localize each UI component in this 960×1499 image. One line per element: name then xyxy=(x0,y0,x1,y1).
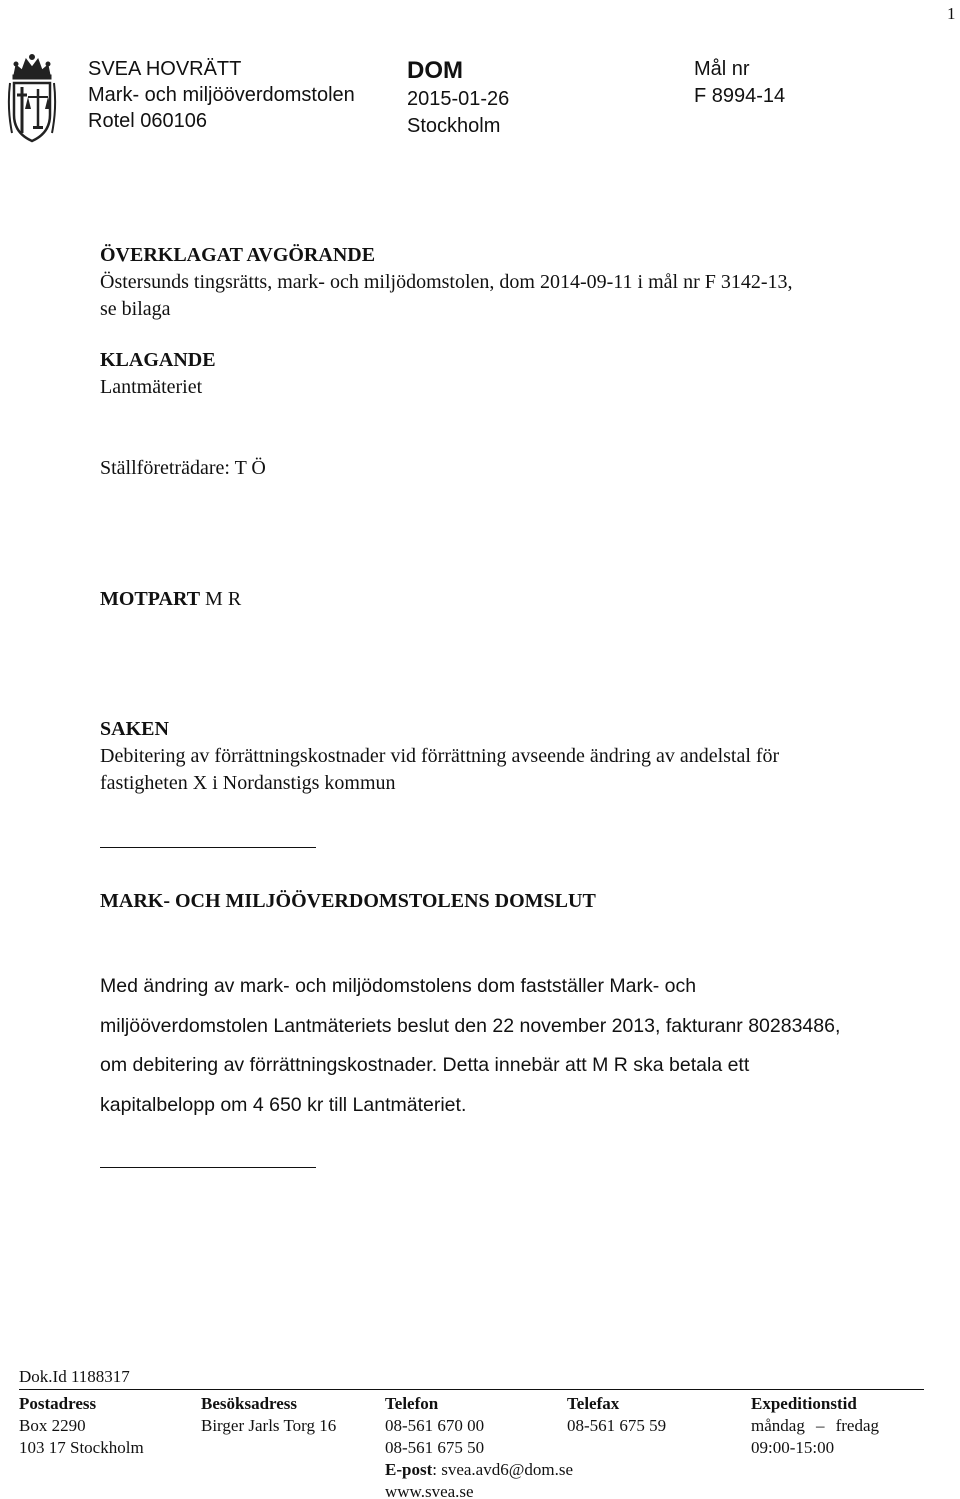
court-info xyxy=(88,56,355,134)
counterparty-heading: MOTPART xyxy=(100,588,201,610)
footer-visiting xyxy=(201,1393,336,1437)
case-info xyxy=(694,56,785,110)
verdict-line-2: miljööverdomstolen Lantmäteriets beslut den 22 november 2013, fakturanr 80283486, xyxy=(100,1014,841,1037)
matter-heading: SAKEN xyxy=(100,718,169,740)
phone-heading: Telefon xyxy=(385,1394,439,1413)
appellant-representative: Ställföreträdare: T Ö xyxy=(100,457,266,479)
rotel: Rotel 060106 xyxy=(88,110,207,132)
hours-day-from: måndag xyxy=(751,1416,805,1435)
footer-hours xyxy=(751,1393,879,1459)
appealed-heading: ÖVERKLAGAT AVGÖRANDE xyxy=(100,244,376,266)
verdict-heading: MARK- OCH MILJÖÖVERDOMSTOLENS DOMSLUT xyxy=(100,890,596,912)
verdict-line-1: Med ändring av mark- och miljödomstolens dom fastställer Mark- och xyxy=(100,975,697,997)
email-label: E-post xyxy=(385,1460,433,1479)
appellant-section xyxy=(100,347,216,401)
matter-line-2: fastigheten X i Nordanstigs kommun xyxy=(100,772,396,794)
document-id: Dok.Id 1188317 xyxy=(19,1367,130,1386)
website: www.svea.se xyxy=(385,1482,474,1499)
appealed-line-1: Östersunds tingsrätts, mark- och miljödomstolen, dom 2014-09-11 i mål nr F 3142-13, xyxy=(100,271,793,293)
verdict-divider xyxy=(100,1167,316,1168)
postal-line-1: Box 2290 xyxy=(19,1416,86,1435)
hours-time: 09:00-15:00 xyxy=(751,1438,835,1457)
document-city: Stockholm xyxy=(407,115,501,137)
swedish-coat-of-arms-icon xyxy=(4,53,60,145)
document-type: DOM xyxy=(407,57,463,84)
document-date: 2015-01-26 xyxy=(407,88,510,110)
section-divider xyxy=(100,847,316,848)
fax-heading: Telefax xyxy=(567,1394,620,1413)
verdict-line-4: kapitalbelopp om 4 650 kr till Lantmäteriet. xyxy=(100,1093,467,1116)
court-name: SVEA HOVRÄTT xyxy=(88,58,242,80)
case-label: Mål nr xyxy=(694,58,750,80)
hours-heading: Expeditionstid xyxy=(751,1394,857,1413)
appealed-line-2: se bilaga xyxy=(100,298,171,320)
footer-rule xyxy=(19,1389,924,1390)
appellant-name: Lantmäteriet xyxy=(100,376,203,398)
visiting-heading: Besöksadress xyxy=(201,1394,298,1413)
verdict-line-3: om debitering av förrättningskostnader. Detta innebär att M R ska betala ett xyxy=(100,1054,750,1076)
counterparty-name: M R xyxy=(205,588,242,610)
appellant-heading: KLAGANDE xyxy=(100,349,216,371)
page-number: 1 xyxy=(947,4,956,23)
footer-phone xyxy=(385,1393,573,1499)
matter-line-1: Debitering av förrättningskostnader vid förrättning avseende ändring av andelstal för xyxy=(100,745,780,767)
fax-line-1: 08-561 675 59 xyxy=(567,1416,667,1435)
hours-dash: – xyxy=(815,1416,825,1435)
document-meta xyxy=(407,56,509,140)
postal-heading: Postadress xyxy=(19,1394,97,1413)
appealed-section xyxy=(100,242,793,323)
matter-section xyxy=(100,716,779,797)
hours-day-to: fredag xyxy=(835,1416,879,1435)
footer-postal xyxy=(19,1393,144,1459)
counterparty-section xyxy=(100,585,241,613)
email-value: : svea.avd6@dom.se xyxy=(432,1460,573,1479)
verdict-text xyxy=(100,967,930,1125)
case-number: F 8994-14 xyxy=(694,85,786,107)
hours-days xyxy=(751,1415,879,1437)
phone-line-2: 08-561 675 50 xyxy=(385,1438,485,1457)
visiting-line-1: Birger Jarls Torg 16 xyxy=(201,1416,337,1435)
footer-fax xyxy=(567,1393,666,1437)
court-division: Mark- och miljööverdomstolen xyxy=(88,84,355,106)
email-line xyxy=(385,1459,573,1481)
postal-line-2: 103 17 Stockholm xyxy=(19,1438,144,1457)
phone-line-1: 08-561 670 00 xyxy=(385,1416,485,1435)
